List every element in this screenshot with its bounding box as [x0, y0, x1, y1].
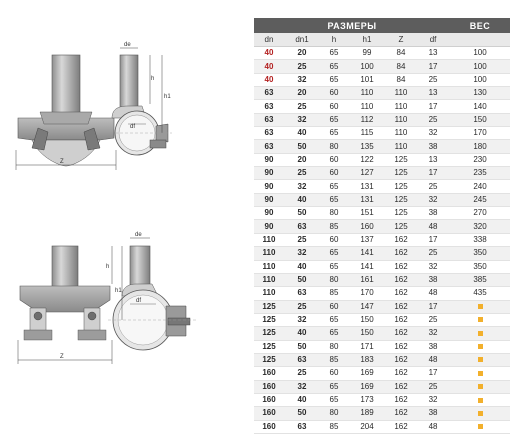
cell-z: 162 — [386, 367, 416, 380]
cell-z: 84 — [386, 73, 416, 86]
col-header-dn1: dn1 — [284, 33, 320, 47]
cell-dn1: 32 — [284, 380, 320, 393]
cell-h: 80 — [320, 140, 348, 153]
cell-dn: 160 — [254, 367, 284, 380]
cell-z: 162 — [386, 380, 416, 393]
cell-dn: 63 — [254, 113, 284, 126]
cell-h1: 141 — [348, 260, 386, 273]
cell-h: 80 — [320, 340, 348, 353]
cell-z: 162 — [386, 260, 416, 273]
weight-group-header: ВЕС — [450, 18, 510, 33]
weight-marker-icon — [478, 331, 483, 336]
col-header-weight — [450, 33, 510, 47]
cell-dn: 90 — [254, 180, 284, 193]
cell-w: 100 — [450, 60, 510, 73]
cell-h1: 160 — [348, 220, 386, 233]
cell-w: 170 — [450, 127, 510, 140]
cell-w: 100 — [450, 47, 510, 60]
bottom-df-label: df — [136, 298, 142, 304]
cell-dn: 125 — [254, 340, 284, 353]
cell-dn: 110 — [254, 273, 284, 286]
cell-w — [450, 313, 510, 326]
cell-w: 350 — [450, 247, 510, 260]
cell-dn1: 25 — [284, 167, 320, 180]
cell-dn1: 32 — [284, 113, 320, 126]
cell-z: 84 — [386, 60, 416, 73]
cell-df: 25 — [416, 73, 450, 86]
cell-w: 180 — [450, 140, 510, 153]
cell-z: 162 — [386, 327, 416, 340]
cell-dn1: 25 — [284, 233, 320, 246]
bottom-h-label: h — [106, 264, 110, 270]
weight-marker-icon — [478, 411, 483, 416]
cell-z: 125 — [386, 180, 416, 193]
cell-w: 150 — [450, 113, 510, 126]
cell-df: 48 — [416, 420, 450, 433]
cell-dn1: 50 — [284, 140, 320, 153]
cell-w — [450, 327, 510, 340]
cell-h1: 141 — [348, 247, 386, 260]
cell-w: 320 — [450, 220, 510, 233]
table-row — [254, 353, 510, 366]
cell-dn: 125 — [254, 327, 284, 340]
cell-dn: 110 — [254, 260, 284, 273]
table-body — [254, 47, 510, 434]
cell-dn1: 25 — [284, 60, 320, 73]
cell-dn1: 63 — [284, 220, 320, 233]
cell-w: 245 — [450, 193, 510, 206]
cell-h1: 122 — [348, 153, 386, 166]
cell-dn: 90 — [254, 220, 284, 233]
cell-h: 85 — [320, 287, 348, 300]
cell-dn: 63 — [254, 140, 284, 153]
col-header-z: Z — [386, 33, 416, 47]
table-row — [254, 73, 510, 86]
cell-h1: 137 — [348, 233, 386, 246]
cell-z: 110 — [386, 113, 416, 126]
table-row — [254, 113, 510, 126]
cell-h: 65 — [320, 180, 348, 193]
weight-marker-icon — [478, 317, 483, 322]
cell-dn1: 40 — [284, 393, 320, 406]
table-row — [254, 273, 510, 286]
cell-w: 100 — [450, 73, 510, 86]
cell-z: 84 — [386, 47, 416, 60]
bottom-h1-label: h1 — [115, 288, 122, 294]
cell-w — [450, 367, 510, 380]
cell-dn1: 63 — [284, 287, 320, 300]
cell-dn: 40 — [254, 73, 284, 86]
cell-h: 80 — [320, 273, 348, 286]
cell-dn1: 50 — [284, 207, 320, 220]
cell-z: 110 — [386, 100, 416, 113]
table-row — [254, 220, 510, 233]
cell-h: 65 — [320, 380, 348, 393]
cell-z: 162 — [386, 353, 416, 366]
cell-df: 32 — [416, 127, 450, 140]
cell-h1: 173 — [348, 393, 386, 406]
cell-w — [450, 340, 510, 353]
col-header-h1: h1 — [348, 33, 386, 47]
cell-h1: 101 — [348, 73, 386, 86]
cell-h1: 135 — [348, 140, 386, 153]
weight-marker-icon — [478, 398, 483, 403]
cell-h1: 131 — [348, 193, 386, 206]
cell-df: 17 — [416, 167, 450, 180]
cell-h1: 151 — [348, 207, 386, 220]
cell-df: 38 — [416, 207, 450, 220]
cell-z: 125 — [386, 207, 416, 220]
cell-dn: 110 — [254, 233, 284, 246]
bottom-front-view — [18, 246, 112, 364]
cell-z: 162 — [386, 233, 416, 246]
cell-h1: 171 — [348, 340, 386, 353]
cell-dn1: 32 — [284, 247, 320, 260]
cell-h: 65 — [320, 73, 348, 86]
cell-w — [450, 300, 510, 313]
cell-dn1: 40 — [284, 193, 320, 206]
cell-dn1: 63 — [284, 420, 320, 433]
cell-h1: 170 — [348, 287, 386, 300]
cell-z: 162 — [386, 340, 416, 353]
cell-dn1: 40 — [284, 260, 320, 273]
cell-dn: 125 — [254, 313, 284, 326]
top-de-label: de — [124, 42, 131, 48]
weight-marker-icon — [478, 344, 483, 349]
cell-w: 350 — [450, 260, 510, 273]
cell-w: 230 — [450, 153, 510, 166]
cell-df: 38 — [416, 407, 450, 420]
cell-h: 85 — [320, 420, 348, 433]
table-row — [254, 340, 510, 353]
table-row — [254, 127, 510, 140]
top-df-label: df — [130, 124, 136, 130]
table-row — [254, 180, 510, 193]
cell-z: 125 — [386, 153, 416, 166]
table-row — [254, 193, 510, 206]
cell-df: 32 — [416, 193, 450, 206]
bottom-z-label: Z — [60, 354, 64, 360]
table-row — [254, 100, 510, 113]
cell-w — [450, 407, 510, 420]
col-header-df: df — [416, 33, 450, 47]
cell-dn1: 20 — [284, 87, 320, 100]
table-row — [254, 167, 510, 180]
table-row — [254, 287, 510, 300]
cell-dn: 160 — [254, 380, 284, 393]
cell-df: 32 — [416, 327, 450, 340]
cell-z: 110 — [386, 140, 416, 153]
cell-dn: 125 — [254, 300, 284, 313]
cell-dn: 160 — [254, 420, 284, 433]
cell-dn: 63 — [254, 100, 284, 113]
table-row — [254, 420, 510, 433]
cell-z: 125 — [386, 167, 416, 180]
cell-dn: 40 — [254, 60, 284, 73]
cell-w — [450, 353, 510, 366]
cell-h: 85 — [320, 353, 348, 366]
bottom-de-label: de — [135, 232, 142, 238]
table-row — [254, 87, 510, 100]
cell-h1: 110 — [348, 87, 386, 100]
cell-df: 25 — [416, 113, 450, 126]
col-header-h: h — [320, 33, 348, 47]
table-row — [254, 260, 510, 273]
cell-df: 25 — [416, 313, 450, 326]
cell-h1: 189 — [348, 407, 386, 420]
cell-h1: 99 — [348, 47, 386, 60]
cell-w: 385 — [450, 273, 510, 286]
cell-df: 25 — [416, 380, 450, 393]
cell-df: 17 — [416, 233, 450, 246]
cell-dn: 90 — [254, 167, 284, 180]
cell-df: 13 — [416, 47, 450, 60]
column-header-row — [254, 33, 510, 47]
table-row — [254, 47, 510, 60]
cell-z: 110 — [386, 87, 416, 100]
weight-marker-icon — [478, 384, 483, 389]
cell-z: 162 — [386, 247, 416, 260]
cell-w: 140 — [450, 100, 510, 113]
cell-dn1: 40 — [284, 127, 320, 140]
table-row — [254, 300, 510, 313]
cell-h1: 150 — [348, 327, 386, 340]
cell-z: 162 — [386, 313, 416, 326]
table-row — [254, 207, 510, 220]
cell-dn1: 32 — [284, 313, 320, 326]
cell-z: 162 — [386, 393, 416, 406]
cell-h: 65 — [320, 193, 348, 206]
cell-df: 48 — [416, 287, 450, 300]
table-row — [254, 407, 510, 420]
cell-dn: 125 — [254, 353, 284, 366]
table-row — [254, 140, 510, 153]
table-row — [254, 380, 510, 393]
cell-h: 65 — [320, 313, 348, 326]
cell-h1: 112 — [348, 113, 386, 126]
cell-df: 48 — [416, 353, 450, 366]
group-header-row — [254, 18, 510, 33]
cell-h: 65 — [320, 393, 348, 406]
sizes-group-header: РАЗМЕРЫ — [254, 18, 450, 33]
cell-w — [450, 380, 510, 393]
cell-df: 38 — [416, 140, 450, 153]
cell-df: 13 — [416, 87, 450, 100]
table-row — [254, 327, 510, 340]
table-row — [254, 313, 510, 326]
cell-df: 32 — [416, 393, 450, 406]
cell-h1: 110 — [348, 100, 386, 113]
weight-marker-icon — [478, 371, 483, 376]
cell-h1: 183 — [348, 353, 386, 366]
cell-h1: 127 — [348, 167, 386, 180]
table-row — [254, 367, 510, 380]
cell-dn: 63 — [254, 87, 284, 100]
cell-z: 162 — [386, 300, 416, 313]
col-header-dn: dn — [254, 33, 284, 47]
cell-h: 65 — [320, 127, 348, 140]
cell-h1: 204 — [348, 420, 386, 433]
cell-h: 60 — [320, 100, 348, 113]
cell-df: 17 — [416, 60, 450, 73]
cell-dn1: 25 — [284, 300, 320, 313]
cell-df: 17 — [416, 367, 450, 380]
cell-h1: 169 — [348, 367, 386, 380]
cell-h1: 100 — [348, 60, 386, 73]
cell-h: 60 — [320, 300, 348, 313]
cell-z: 110 — [386, 127, 416, 140]
cell-df: 38 — [416, 273, 450, 286]
cell-dn1: 32 — [284, 180, 320, 193]
cell-dn: 63 — [254, 127, 284, 140]
cell-z: 162 — [386, 287, 416, 300]
cell-z: 125 — [386, 193, 416, 206]
cell-dn1: 20 — [284, 153, 320, 166]
cell-df: 25 — [416, 247, 450, 260]
cell-w — [450, 393, 510, 406]
cell-h1: 150 — [348, 313, 386, 326]
cell-dn1: 20 — [284, 47, 320, 60]
cell-h: 60 — [320, 367, 348, 380]
cell-z: 162 — [386, 420, 416, 433]
cell-dn: 160 — [254, 407, 284, 420]
top-h-label: h — [151, 76, 155, 82]
cell-w: 235 — [450, 167, 510, 180]
cell-df: 13 — [416, 153, 450, 166]
cell-h: 65 — [320, 247, 348, 260]
cell-h: 85 — [320, 220, 348, 233]
table-row — [254, 60, 510, 73]
cell-h: 60 — [320, 87, 348, 100]
cell-dn1: 32 — [284, 73, 320, 86]
cell-dn1: 40 — [284, 327, 320, 340]
cell-h: 65 — [320, 260, 348, 273]
cell-w: 435 — [450, 287, 510, 300]
cell-w: 240 — [450, 180, 510, 193]
cell-df: 48 — [416, 220, 450, 233]
cell-dn: 40 — [254, 47, 284, 60]
cell-h: 65 — [320, 113, 348, 126]
cell-w: 338 — [450, 233, 510, 246]
cell-z: 162 — [386, 273, 416, 286]
cell-h: 60 — [320, 233, 348, 246]
cell-h: 65 — [320, 47, 348, 60]
cell-w — [450, 420, 510, 433]
cell-dn: 110 — [254, 247, 284, 260]
cell-dn: 90 — [254, 153, 284, 166]
dimensions-table — [254, 18, 510, 434]
cell-dn1: 25 — [284, 367, 320, 380]
weight-marker-icon — [478, 357, 483, 362]
cell-dn: 160 — [254, 393, 284, 406]
weight-marker-icon — [478, 424, 483, 429]
table-row — [254, 393, 510, 406]
cell-dn1: 50 — [284, 407, 320, 420]
cell-h1: 147 — [348, 300, 386, 313]
cell-dn1: 50 — [284, 340, 320, 353]
cell-dn1: 50 — [284, 273, 320, 286]
fitting-drawings-svg — [0, 0, 250, 442]
cell-h: 80 — [320, 207, 348, 220]
cell-h1: 115 — [348, 127, 386, 140]
cell-h: 60 — [320, 167, 348, 180]
bottom-side-view — [106, 232, 196, 350]
top-front-view — [16, 55, 116, 170]
top-z-label: Z — [60, 159, 64, 165]
cell-df: 25 — [416, 180, 450, 193]
cell-dn1: 25 — [284, 100, 320, 113]
top-h1-label: h1 — [164, 94, 171, 100]
cell-df: 17 — [416, 100, 450, 113]
cell-h1: 161 — [348, 273, 386, 286]
technical-drawings — [0, 0, 250, 442]
cell-h: 65 — [320, 327, 348, 340]
cell-df: 32 — [416, 260, 450, 273]
cell-dn: 90 — [254, 193, 284, 206]
cell-z: 162 — [386, 407, 416, 420]
cell-h: 65 — [320, 60, 348, 73]
cell-h: 80 — [320, 407, 348, 420]
table-row — [254, 153, 510, 166]
cell-z: 125 — [386, 220, 416, 233]
table-row — [254, 233, 510, 246]
cell-h1: 169 — [348, 380, 386, 393]
top-side-view — [110, 42, 172, 155]
cell-dn1: 63 — [284, 353, 320, 366]
cell-h: 60 — [320, 153, 348, 166]
table-row — [254, 247, 510, 260]
weight-marker-icon — [478, 304, 483, 309]
cell-dn: 90 — [254, 207, 284, 220]
cell-df: 38 — [416, 340, 450, 353]
cell-w: 270 — [450, 207, 510, 220]
cell-h1: 131 — [348, 180, 386, 193]
cell-dn: 110 — [254, 287, 284, 300]
cell-df: 17 — [416, 300, 450, 313]
cell-w: 130 — [450, 87, 510, 100]
